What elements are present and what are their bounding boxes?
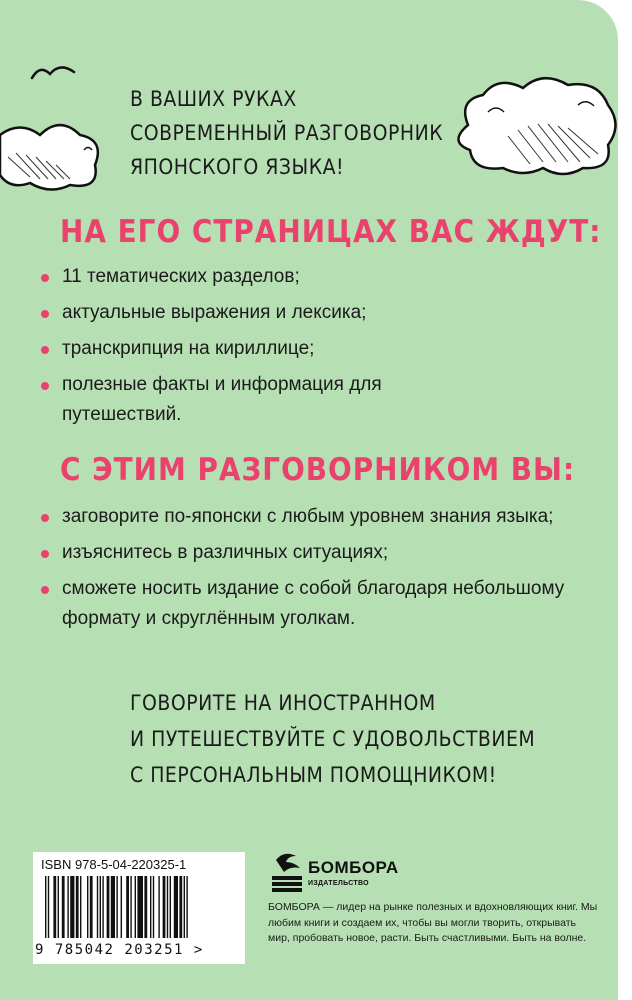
bullet-icon xyxy=(41,346,49,354)
outro-line: И ПУТЕШЕСТВУЙТЕ С УДОВОЛЬСТВИЕМ xyxy=(130,727,536,751)
intro-text xyxy=(130,82,443,184)
barcode xyxy=(43,876,235,942)
outro-line: С ПЕРСОНАЛЬНЫМ ПОМОЩНИКОМ! xyxy=(130,763,497,787)
bullet-icon xyxy=(41,274,49,282)
bullet-icon xyxy=(41,310,49,318)
list-item xyxy=(40,574,622,634)
list-item xyxy=(40,298,442,328)
bullet-icon xyxy=(41,586,49,594)
list-item xyxy=(40,502,562,532)
list-item xyxy=(40,262,442,292)
section1-list xyxy=(40,262,442,436)
list-item xyxy=(40,334,442,364)
bullet-icon xyxy=(41,514,49,522)
section2-list xyxy=(40,502,622,640)
outro-line: ГОВОРИТЕ НА ИНОСТРАННОМ xyxy=(130,691,436,715)
list-item xyxy=(40,538,622,568)
list-item-text: заговорите по-японски с любым уровнем знания языка; xyxy=(62,506,554,527)
barcode-panel xyxy=(33,852,245,964)
list-item-text: актуальные выражения и лексика; xyxy=(62,302,367,323)
intro-line: СОВРЕМЕННЫЙ РАЗГОВОРНИК xyxy=(130,121,444,145)
barcode-digits: 9 785042 203251 > xyxy=(35,942,204,958)
cloud-icon xyxy=(448,70,618,180)
bullet-icon xyxy=(41,382,49,390)
intro-line: ЯПОНСКОГО ЯЗЫКА! xyxy=(130,155,345,179)
bullet-icon xyxy=(41,550,49,558)
list-item xyxy=(40,370,442,430)
list-item-text: 11 тематических разделов; xyxy=(62,266,300,287)
cloud-icon xyxy=(0,95,110,195)
list-item-text: изъяснитесь в различных ситуациях; xyxy=(62,542,389,563)
outro-text xyxy=(130,685,535,793)
list-item-text: сможете носить издание с собой благодаря небольшому формату и скруглённым уголкам. xyxy=(62,578,565,629)
list-item-text: транскрипция на кириллице; xyxy=(62,338,315,359)
publisher-subtitle: ИЗДАТЕЛЬСТВО xyxy=(308,880,369,887)
section2-heading: С ЭТИМ РАЗГОВОРНИКОМ ВЫ: xyxy=(60,452,576,488)
section1-heading: НА ЕГО СТРАНИЦАХ ВАС ЖДУТ: xyxy=(60,214,602,250)
bird-icon xyxy=(28,60,78,84)
publisher-name: БОМБОРА xyxy=(308,858,399,877)
list-item-text: полезные факты и информация для путешествий. xyxy=(62,374,382,425)
intro-line: В ВАШИХ РУКАХ xyxy=(130,87,297,111)
bombora-logo-icon xyxy=(270,850,304,894)
publisher-description: БОМБОРА — лидер на рынке полезных и вдохновляющих книг. Мы любим книги и создаем их, чтобы вы могли творить, открывать мир, пробовать новое, расти. Быть счастливыми. Быть на волне. xyxy=(268,901,598,944)
isbn-text: ISBN 978-5-04-220325-1 xyxy=(41,857,187,872)
